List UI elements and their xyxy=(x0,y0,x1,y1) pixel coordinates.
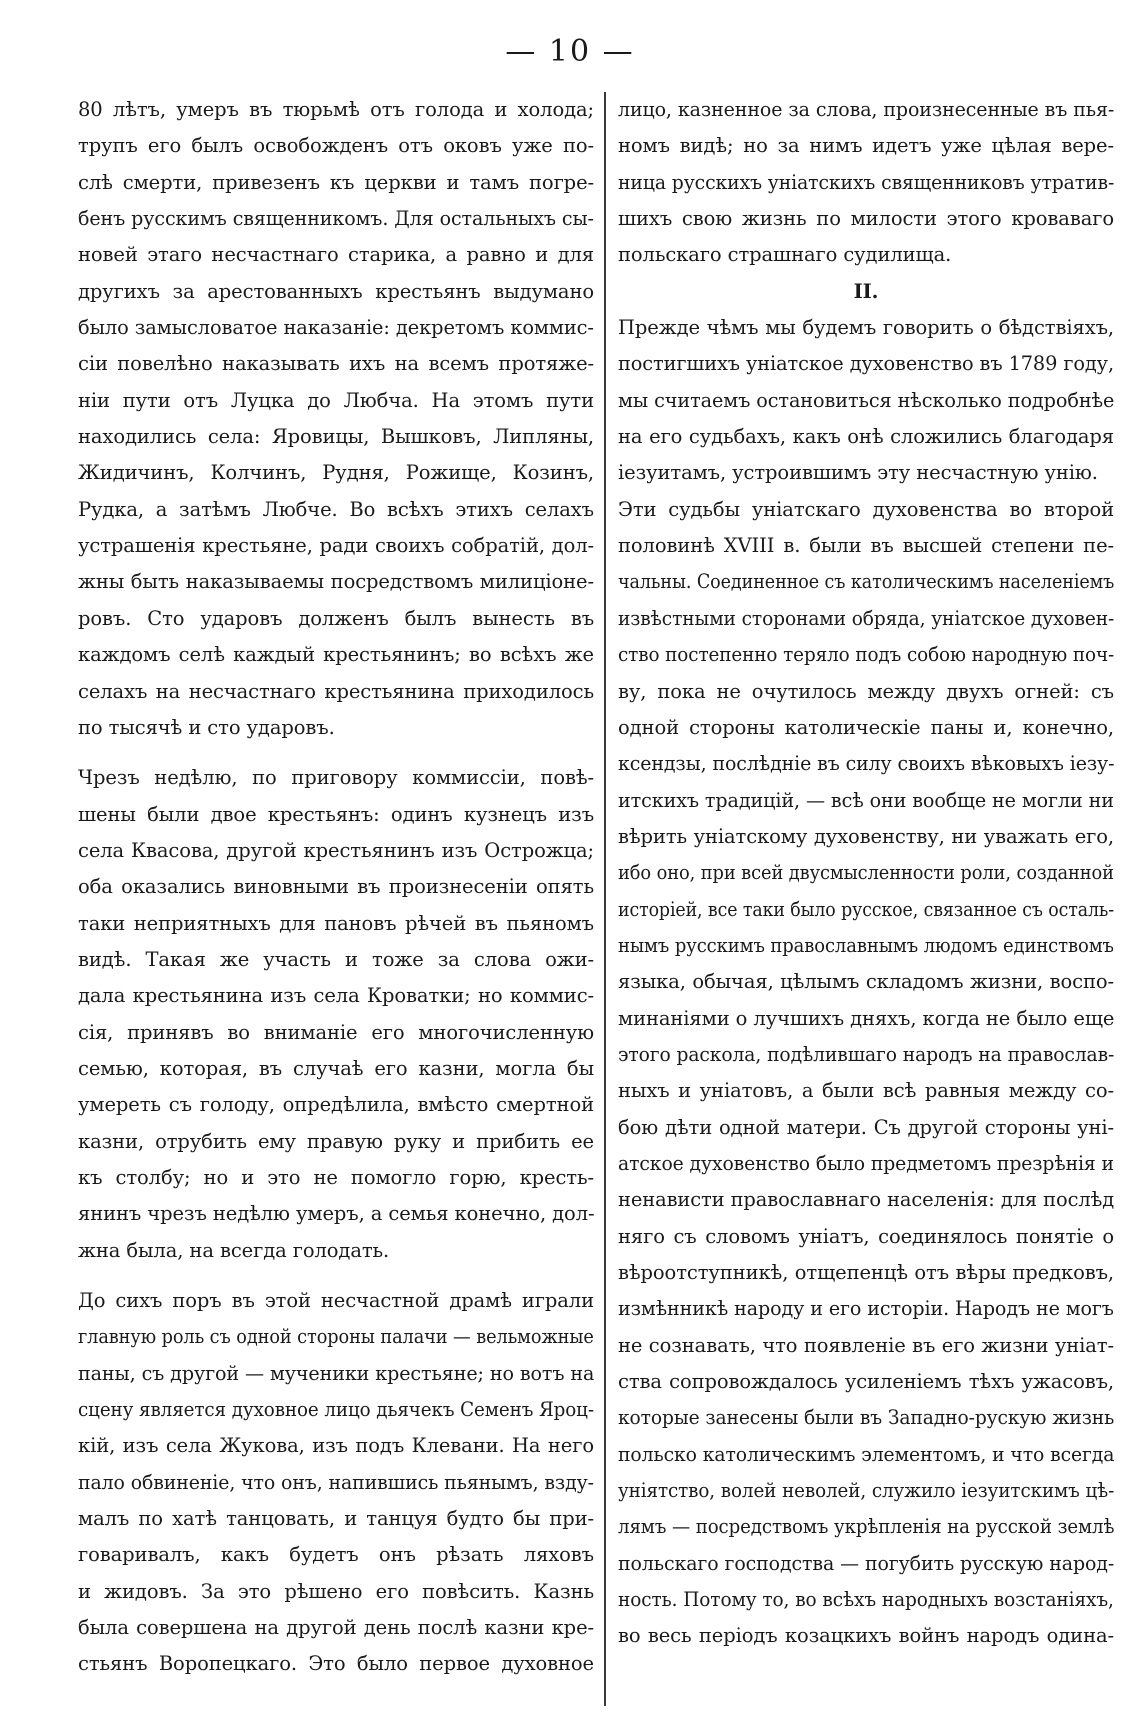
text-line: ксендзы, послѣдніе въ силу своихъ вѣковыхъ іезу- xyxy=(618,752,1115,776)
text-line: говаривалъ, какъ будетъ онъ рѣзать ляховъ xyxy=(78,1543,594,1567)
text-line: итскихъ традицій, — всѣ они вообще не могли ни xyxy=(618,788,1114,812)
text-line: казни, отрубить ему правую руку и прибить ее xyxy=(78,1129,594,1153)
text-line: селахъ на несчастнаго крестьянина приходилось xyxy=(78,679,594,703)
text-line: няго съ словомъ уніатъ, соединялось понятіе о xyxy=(618,1224,1114,1248)
text-line: половинѣ XVIII в. были въ высшей степени пе- xyxy=(618,534,1114,558)
text-line: во весь періодъ козацкихъ войнъ народъ одина- xyxy=(618,1624,1114,1648)
text-line: на его судьбахъ, какъ онѣ сложились благодаря xyxy=(618,425,1114,449)
section-heading: II. xyxy=(853,279,879,303)
text-line: польско католическимъ элементомъ, и что всегда xyxy=(618,1442,1114,1466)
text-line: лицо, казненное за слова, произнесенные въ пья- xyxy=(618,98,1115,121)
text-line: шены были двое крестьянъ: одинъ кузнецъ изъ xyxy=(78,802,594,826)
page-number: — 10 — xyxy=(505,34,635,69)
text-line: бенъ русскимъ священникомъ. Для остальныхъ сы- xyxy=(78,207,594,231)
text-line: лямъ — посредствомъ укрѣпленія на русской землѣ xyxy=(618,1515,1115,1539)
text-line: устрашенія крестьяне, ради своихъ собратій, дол- xyxy=(78,534,594,558)
text-line: другихъ за арестованныхъ крестьянъ выдумано xyxy=(78,279,594,303)
text-line: слѣ смерти, привезенъ къ церкви и тамъ погре- xyxy=(78,170,594,194)
text-line: уніятство, волей неволей, служило іезуитскимъ цѣ- xyxy=(618,1479,1115,1503)
right-column xyxy=(618,92,1114,1655)
text-line: по тысячѣ и сто ударовъ. xyxy=(78,715,335,739)
paragraph-gap xyxy=(78,1269,594,1283)
text-line: шихъ свою жизнь по милости этого кроваваго xyxy=(618,207,1114,231)
text-line: жны быть наказываемы посредствомъ милиціоне- xyxy=(78,570,594,594)
text-line: таки неприятныхъ для пановъ рѣчей въ пьяномъ xyxy=(78,911,594,935)
text-line: мы считаемъ остановиться нѣсколько подробнѣе xyxy=(618,388,1114,412)
text-line: извѣстными сторонами обряда, уніатское духовен- xyxy=(618,606,1114,630)
text-line: не сознавать, что появленіе въ его жизни уніат- xyxy=(618,1333,1114,1357)
text-line: умереть съ голоду, опредѣлила, вмѣсто смертной xyxy=(78,1093,594,1117)
text-line: ница русскихъ уніатскихъ священниковъ утратив- xyxy=(618,170,1114,194)
text-line: ность. Потому то, во всѣхъ народныхъ возстаніяхъ, xyxy=(618,1588,1114,1612)
text-line: вѣрить уніатскому духовенству, ни уважать его, xyxy=(618,824,1114,848)
text-line: исторіей, все таки было русское, связанное съ осталь- xyxy=(618,897,1115,921)
text-line: видѣ. Такая же участь и тоже за слова ожи- xyxy=(78,947,594,971)
paragraph-gap xyxy=(78,746,594,760)
text-line: ства сопровождалось усиленіемъ тѣхъ ужасовъ, xyxy=(618,1370,1114,1394)
text-line: стьянъ Воропецкаго. Это было первое духовное xyxy=(78,1652,594,1676)
text-line: языка, обычая, цѣлымъ складомъ жизни, воспо- xyxy=(618,970,1114,994)
text-line: жна была, на всегда голодать. xyxy=(78,1238,390,1262)
text-line: этого раскола, подѣлившаго народъ на православ- xyxy=(618,1042,1115,1066)
text-line: вѣроотступникѣ, отщепенцѣ отъ вѣры предковъ, xyxy=(618,1261,1114,1284)
text-line: постигшихъ уніатское духовенство въ 1789 году, xyxy=(618,352,1114,376)
text-line: семью, которая, въ случаѣ его казни, могла бы xyxy=(78,1056,594,1080)
text-line: ство постепенно теряло подъ собою народную поч- xyxy=(618,643,1114,667)
text-line: Чрезъ недѣлю, по приговору коммиссіи, повѣ- xyxy=(78,766,594,790)
text-line: янинъ чрезъ недѣлю умеръ, а семья конечно, дол- xyxy=(78,1202,594,1226)
text-line: сіи повелѣно наказывать ихъ на всемъ протяже- xyxy=(78,352,594,376)
text-line: польскаго страшнаго судилища. xyxy=(618,243,952,267)
text-line: дала крестьянина изъ села Кроватки; но коммис- xyxy=(78,984,594,1008)
text-line: 80 лѣтъ, умеръ въ тюрьмѣ отъ голода и холода; xyxy=(78,98,594,121)
text-line: находились села: Яровицы, Вышковъ, Липляны, xyxy=(78,425,594,449)
text-line: минаніями о лучшихъ дняхъ, когда не было еще xyxy=(618,1006,1114,1030)
text-line: паны, съ другой — мученики крестьяне; но вотъ на xyxy=(78,1361,594,1385)
text-line: малъ по хатѣ танцовать, и танцуя будто бы при- xyxy=(78,1507,594,1531)
text-line: измѣнникѣ народу и его исторіи. Народъ не могъ xyxy=(618,1297,1114,1321)
text-line: чальны. Соединенное съ католическимъ населеніемъ xyxy=(618,570,1115,594)
text-line: ву, пока не очутилось между двухъ огней: съ xyxy=(618,679,1114,703)
text-line: польскаго господства — погубить русскую народ- xyxy=(618,1551,1115,1575)
text-line: къ столбу; но и это не помогло горю, кресть- xyxy=(78,1165,594,1189)
text-line: ненависти православнаго населенія: для послѣд xyxy=(618,1188,1115,1212)
text-line: До сихъ поръ въ этой несчастной драмѣ играли xyxy=(78,1289,594,1312)
text-line: одной стороны католическіе паны и, конечно, xyxy=(618,715,1114,739)
text-line: кій, изъ села Жукова, изъ подъ Клевани. На него xyxy=(78,1434,594,1458)
text-line: пало обвиненіе, что онъ, напившись пьянымъ, взду- xyxy=(78,1470,594,1494)
text-line: ніи пути отъ Луцка до Любча. На этомъ пути xyxy=(78,388,594,412)
text-line: была совершена на другой день послѣ казни кре- xyxy=(78,1616,594,1640)
text-line: бою дѣти одной матери. Съ другой стороны уні- xyxy=(618,1115,1114,1139)
text-line: Прежде чѣмъ мы будемъ говорить о бѣдствіяхъ, xyxy=(618,316,1114,340)
text-line: сія, принявъ во вниманіе его многочисленную xyxy=(78,1020,594,1044)
text-line: села Квасова, другой крестьянинъ изъ Острожца; xyxy=(78,838,594,862)
text-line: главную роль съ одной стороны палачи — вельможные xyxy=(78,1325,594,1349)
column-divider xyxy=(604,92,606,1706)
text-line: ныхъ и уніатовъ, а были всѣ равныя между со- xyxy=(618,1079,1114,1103)
text-line: сцену является духовное лицо дьячекъ Семенъ Яроц- xyxy=(78,1398,594,1422)
text-line: Рудка, а затѣмъ Любче. Во всѣхъ этихъ селахъ xyxy=(78,497,594,521)
text-line: которые занесены были въ Западно-рускую жизнь xyxy=(618,1406,1115,1430)
text-line: номъ видѣ; но за нимъ идетъ уже цѣлая вере- xyxy=(618,134,1114,158)
text-line: ибо оно, при всей двусмысленности роли, созданной xyxy=(618,861,1114,885)
text-line: новей этаго несчастнаго старика, а равно и для xyxy=(78,243,594,267)
text-line: Жидичинъ, Колчинъ, Рудня, Рожище, Козинъ, xyxy=(78,461,594,485)
text-line: ровъ. Сто ударовъ долженъ былъ вынесть въ xyxy=(78,606,594,630)
text-line: нымъ русскимъ православнымъ людомъ единствомъ xyxy=(618,933,1114,957)
text-line: Эти судьбы уніатскаго духовенства во второй xyxy=(618,497,1114,521)
text-line: оба оказались виновными въ произнесеніи опять xyxy=(78,875,594,899)
text-line: и жидовъ. За это рѣшено его повѣсить. Казнь xyxy=(78,1579,594,1603)
text-line: было замысловатое наказаніе: декретомъ коммис- xyxy=(78,316,594,340)
text-line: іезуитамъ, устроившимъ эту несчастную унію. xyxy=(618,461,1098,485)
left-column xyxy=(78,92,594,1683)
text-line: каждомъ селѣ каждый крестьянинъ; во всѣхъ же xyxy=(78,643,594,667)
text-line: трупъ его былъ освобожденъ отъ оковъ уже по- xyxy=(78,134,594,158)
text-line: атское духовенство было предметомъ презрѣнія и xyxy=(618,1151,1114,1175)
